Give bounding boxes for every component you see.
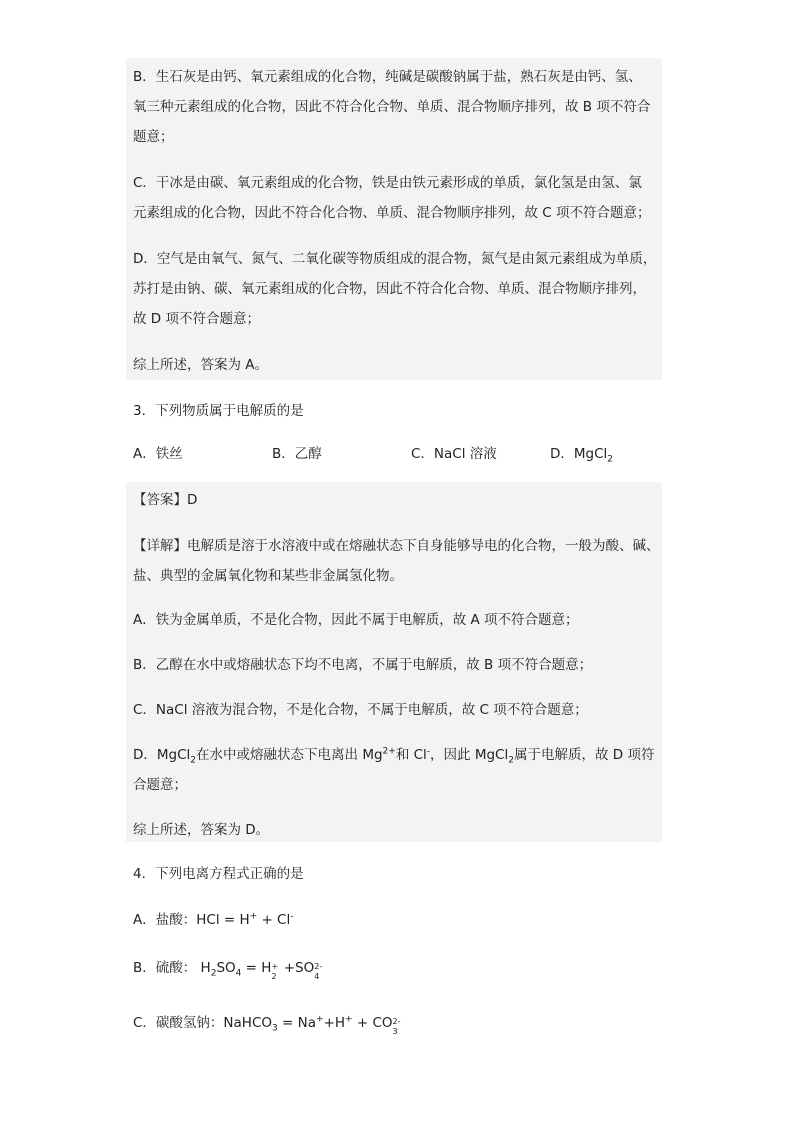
- q3-answer: [133, 490, 197, 510]
- superscript: +: [345, 1014, 353, 1025]
- q2-option-d-line-1: D．空气是由氧气、氮气、二氧化碳等物质组成的混合物，氮气是由氮元素组成为单质，: [133, 251, 657, 267]
- answer-value: D: [187, 492, 198, 508]
- q2-summary: 综上所述，答案为 A。: [133, 357, 269, 373]
- q3-summary: 综上所述，答案为 D。: [133, 822, 270, 838]
- q4-option-b: [133, 958, 323, 981]
- q4-option-a: [133, 910, 293, 930]
- superscript: +: [316, 1014, 324, 1025]
- detail-text: 电解质是溶于水溶液中或在熔融状态下自身能够导电的化合物，一般为酸、碱、: [187, 538, 660, 554]
- charge: 2-: [392, 1017, 401, 1026]
- q4-stem: 4．下列电离方程式正确的是: [133, 866, 304, 882]
- text: C．碳酸氢钠：NaHCO: [133, 1015, 273, 1031]
- text: = H: [241, 960, 272, 976]
- q3-detail-line-1: [133, 536, 660, 556]
- subscript: 2: [607, 454, 614, 465]
- superscript: -: [426, 746, 431, 757]
- text: + Cl: [257, 912, 291, 928]
- answer-tag: 【答案】: [133, 492, 187, 508]
- q2-option-c-line-1: C．干冰是由碳、氧元素组成的化合物，铁是由铁元素形成的单质，氯化氢是由氢、氯: [133, 175, 642, 191]
- ion-charge-stack: [392, 1016, 401, 1036]
- q2-option-b-line-3: 题意；: [133, 129, 174, 145]
- text: SO: [216, 960, 236, 976]
- text: +H: [323, 1015, 346, 1031]
- charge: 2-: [314, 962, 323, 971]
- q3-option-d: [550, 444, 613, 464]
- q3-option-d-text: D．MgCl: [550, 446, 608, 462]
- q3-explain-b: B．乙醇在水中或熔融状态下均不电离，不属于电解质，故 B 项不符合题意；: [133, 657, 593, 673]
- detail-tag: 【详解】: [133, 538, 187, 554]
- subscript: 4: [235, 968, 242, 979]
- q2-option-d-line-2: 苏打是由钠、碳、氧元素组成的化合物，因此不符合化合物、单质、混合物顺序排列，: [133, 281, 646, 297]
- q3-option-a: A．铁丝: [133, 446, 183, 462]
- text: 和 Cl: [395, 747, 427, 763]
- count: 4: [314, 972, 320, 981]
- q3-explain-a: A．铁为金属单质，不是化合物，因此不属于电解质，故 A 项不符合题意；: [133, 612, 579, 628]
- ion-charge-stack: [314, 961, 323, 981]
- text: 在水中或熔融状态下电离出 Mg: [196, 747, 383, 763]
- q3-detail-line-2: 盐、典型的金属氧化物和某些非金属氢化物。: [133, 568, 403, 584]
- q3-explain-d-line-2: 合题意；: [133, 777, 187, 793]
- q3-explain-d-line-1: [133, 745, 654, 765]
- subscript: 2: [190, 755, 197, 766]
- text: A．盐酸：HCl = H: [133, 912, 250, 928]
- q3-stem: 3．下列物质属于电解质的是: [133, 403, 304, 419]
- q2-option-d-line-3: 故 D 项不符合题意；: [133, 311, 260, 327]
- ion-charge-stack: [271, 961, 279, 981]
- count: 2: [271, 972, 277, 981]
- q3-option-c: C．NaCl 溶液: [411, 446, 497, 462]
- text: D．MgCl: [133, 747, 191, 763]
- q2-option-b-line-1: B．生石灰是由钙、氧元素组成的化合物，纯碱是碳酸钠属于盐，熟石灰是由钙、氢、: [133, 69, 642, 85]
- count: 3: [392, 1027, 398, 1036]
- superscript: 2+: [382, 746, 396, 757]
- q2-option-b-line-2: 氧三种元素组成的化合物，因此不符合化合物、单质、混合物顺序排列，故 B 项不符合: [133, 99, 651, 115]
- q3-option-b: B．乙醇: [272, 446, 322, 462]
- subscript: 2: [508, 755, 514, 766]
- subscript: 2: [210, 968, 217, 979]
- charge: +: [271, 962, 279, 971]
- q3-explain-c: C．NaCl 溶液为混合物，不是化合物，不属于电解质，故 C 项不符合题意；: [133, 702, 588, 718]
- subscript: 3: [272, 1023, 278, 1034]
- text: 属于电解质，故 D 项符: [513, 747, 655, 763]
- text: B．硫酸： H: [133, 960, 211, 976]
- text: = Na: [277, 1015, 317, 1031]
- text: + CO: [352, 1015, 393, 1031]
- q4-option-c: [133, 1013, 401, 1036]
- superscript: -: [290, 911, 294, 922]
- text: ，因此 MgCl: [430, 747, 509, 763]
- q2-option-c-line-2: 元素组成的化合物，因此不符合化合物、单质、混合物顺序排列，故 C 项不符合题意；: [133, 205, 651, 221]
- text: +SO: [279, 960, 315, 976]
- superscript: +: [249, 911, 258, 922]
